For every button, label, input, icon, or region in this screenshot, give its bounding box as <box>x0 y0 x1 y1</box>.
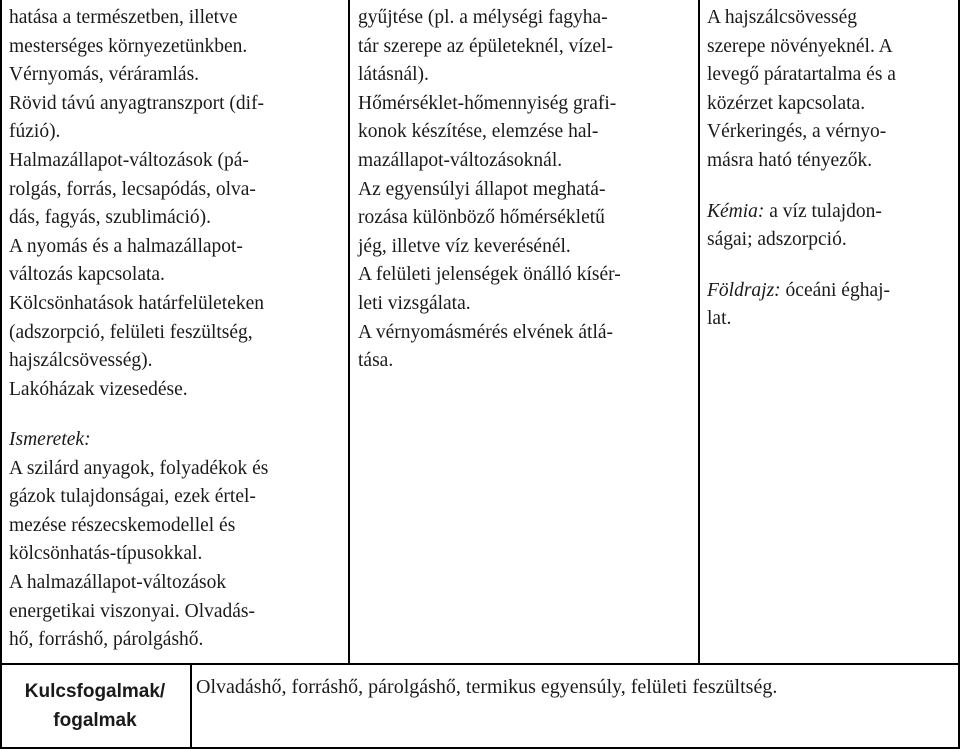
key-label-line-1: Kulcsfogalmak/ <box>24 681 166 702</box>
text-line: kölcsönhatás-típusokkal. <box>9 543 203 565</box>
text-line: hajszálcsövesség). <box>9 350 153 372</box>
text-line: leti vizsgálata. <box>358 292 471 314</box>
text-line: dás, fagyás, szublimáció). <box>9 207 211 229</box>
divider-col1-col2 <box>348 0 350 664</box>
text-line: Halmazállapot-változások (pá- <box>9 149 249 171</box>
text-line: mesterséges környezetünkben. <box>9 35 248 57</box>
spacer <box>707 255 896 277</box>
text-line: Rövid távú anyagtranszport (dif- <box>9 92 265 114</box>
ismeretek-heading: Ismeretek: <box>9 429 91 450</box>
text-line: szerepe növényeknél. A <box>707 35 893 57</box>
text-line: Kölcsönhatások határfelületeken <box>9 292 265 314</box>
text-line: (adszorpció, felületi feszültség, <box>9 321 253 343</box>
text-line: Vérkeringés, a vérnyo- <box>707 121 887 143</box>
text-line: A hajszálcsövesség <box>707 7 858 28</box>
text-line: A felületi jelenségek önálló kísér- <box>358 264 621 286</box>
divider-key-label <box>190 664 192 748</box>
text-line: energetikai viszonyai. Olvadás- <box>9 600 256 622</box>
text-line: Lakóházak vizesedése. <box>9 378 188 400</box>
text-line: másra ható tényezők. <box>707 149 873 171</box>
col1-bottom-cell <box>9 426 268 655</box>
key-label-line-2: fogalmak <box>53 710 137 731</box>
text-line: tása. <box>358 350 394 372</box>
text-line: gyűjtése (pl. a mélységi fagyha- <box>358 7 608 28</box>
col2-cell <box>358 4 621 376</box>
kemia-label: Kémia: <box>707 200 765 222</box>
text-line: A szilárd anyagok, folyadékok és <box>9 457 269 479</box>
text-line: lat. <box>707 308 732 330</box>
col1-top-cell <box>9 4 264 404</box>
table-border-left <box>0 0 2 749</box>
text-line: levegő páratartalma és a <box>707 64 896 86</box>
text-line: változás kapcsolata. <box>9 264 165 286</box>
col3-cell <box>707 4 896 334</box>
key-concepts-label <box>0 664 190 735</box>
text-line: Az egyensúlyi állapot meghatá- <box>358 178 606 200</box>
text-line: mezése részecskemodellel és <box>9 514 236 536</box>
divider-col2-col3 <box>698 0 700 664</box>
foldrajz-text: óceáni éghaj- <box>780 279 891 301</box>
text-line: A halmazállapot-változások <box>9 571 227 593</box>
text-line: hő, forráshő, párolgáshő. <box>9 629 204 651</box>
text-line: látásnál). <box>358 64 429 86</box>
text-line: ságai; adszorpció. <box>707 229 847 251</box>
text-line: mazállapot-változásoknál. <box>358 149 563 171</box>
text-line: A vérnyomásmérés elvének átlá- <box>358 321 614 343</box>
text-line: Hőmérséklet-hőmennyiség grafi- <box>358 92 617 114</box>
foldrajz-line <box>707 277 896 306</box>
kemia-text: a víz tulajdon- <box>764 200 882 222</box>
text-line: hatása a természetben, illetve <box>9 7 238 28</box>
text-line: tár szerepe az épületeknél, vízel- <box>358 35 613 57</box>
text-line: fúzió). <box>9 121 61 143</box>
text-line: közérzet kapcsolata. <box>707 92 866 114</box>
text-line: Vérnyomás, véráramlás. <box>9 64 200 86</box>
text-line: jég, illetve víz keverésénél. <box>358 235 571 257</box>
kemia-line <box>707 198 896 227</box>
text-line: rozása különböző hőmérsékletű <box>358 207 605 229</box>
spacer <box>707 176 896 198</box>
text-line: konok készítése, elemzése hal- <box>358 121 599 143</box>
text-line: rolgás, forrás, lecsapódás, olva- <box>9 178 256 200</box>
foldrajz-label: Földrajz: <box>707 279 781 301</box>
text-line: A nyomás és a halmazállapot- <box>9 235 243 257</box>
text-line: gázok tulajdonságai, ezek értel- <box>9 486 256 508</box>
key-concepts-text: Olvadáshő, forráshő, párolgáshő, termikus egyensúly, felületi feszültség. <box>196 676 778 698</box>
